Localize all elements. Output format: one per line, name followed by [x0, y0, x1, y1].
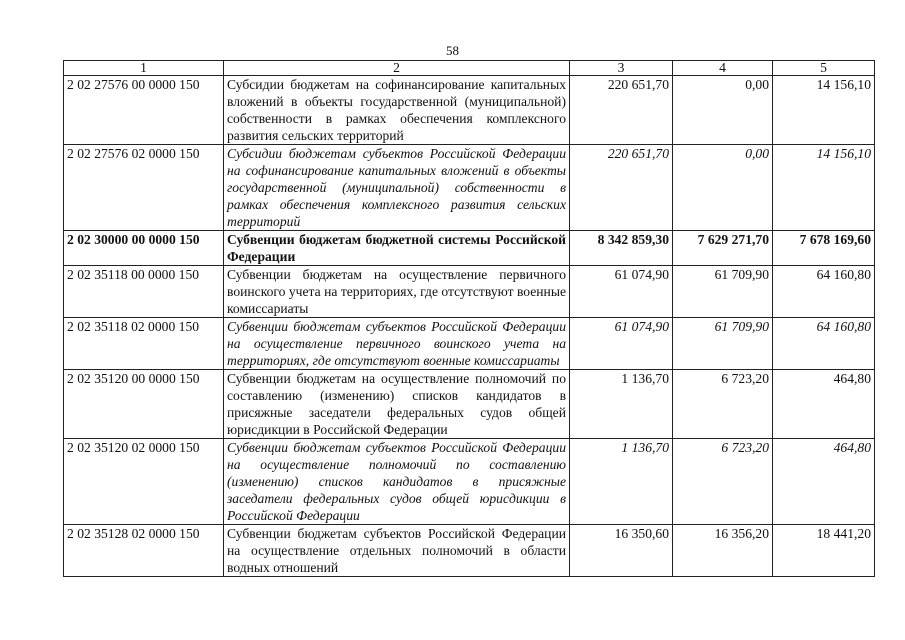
value-col-5: 464,80: [773, 370, 875, 439]
table-row: [64, 525, 875, 577]
table-row: [64, 439, 875, 525]
table-row: [64, 266, 875, 318]
value-col-4: 61 709,90: [673, 318, 773, 370]
budget-code: 2 02 27576 02 0000 150: [64, 145, 224, 231]
page-number: 58: [446, 43, 459, 58]
table-header-row: [64, 61, 875, 76]
value-col-3: 61 074,90: [570, 266, 673, 318]
table-row: [64, 318, 875, 370]
value-col-3: 1 136,70: [570, 439, 673, 525]
value-col-4: 61 709,90: [673, 266, 773, 318]
table-row: [64, 231, 875, 266]
value-col-3: 220 651,70: [570, 145, 673, 231]
budget-code: 2 02 35118 00 0000 150: [64, 266, 224, 318]
value-col-4: 7 629 271,70: [673, 231, 773, 266]
budget-description: Субсидии бюджетам субъектов Российской Федерации на софинансирование капитальных вложений в объекты государственной (муниципальной) собственности в рамках обеспечения комплексного развития сельских территорий: [224, 145, 570, 231]
value-col-5: 64 160,80: [773, 266, 875, 318]
budget-description: Субвенции бюджетам на осуществление полномочий по составлению (изменению) списков кандидатов в присяжные заседатели федеральных судов общей юрисдикции в Российской Федерации: [224, 370, 570, 439]
value-col-3: 61 074,90: [570, 318, 673, 370]
budget-table: [63, 60, 875, 577]
budget-code: 2 02 35128 02 0000 150: [64, 525, 224, 577]
table-row: [64, 370, 875, 439]
column-header-1: 1: [64, 61, 224, 76]
value-col-4: 0,00: [673, 145, 773, 231]
budget-code: 2 02 35120 02 0000 150: [64, 439, 224, 525]
table-row: [64, 76, 875, 145]
column-header-5: 5: [773, 61, 875, 76]
value-col-5: 18 441,20: [773, 525, 875, 577]
value-col-3: 1 136,70: [570, 370, 673, 439]
value-col-4: 0,00: [673, 76, 773, 145]
value-col-3: 220 651,70: [570, 76, 673, 145]
table-row: [64, 145, 875, 231]
column-header-4: 4: [673, 61, 773, 76]
value-col-4: 6 723,20: [673, 370, 773, 439]
budget-code: 2 02 35120 00 0000 150: [64, 370, 224, 439]
value-col-3: 16 350,60: [570, 525, 673, 577]
budget-code: 2 02 35118 02 0000 150: [64, 318, 224, 370]
budget-description: Субвенции бюджетам бюджетной системы Российской Федерации: [224, 231, 570, 266]
table-body: [64, 76, 875, 577]
value-col-5: 14 156,10: [773, 145, 875, 231]
value-col-4: 6 723,20: [673, 439, 773, 525]
value-col-4: 16 356,20: [673, 525, 773, 577]
value-col-5: 7 678 169,60: [773, 231, 875, 266]
value-col-3: 8 342 859,30: [570, 231, 673, 266]
budget-description: Субвенции бюджетам субъектов Российской Федерации на осуществление первичного воинского учета на территориях, где отсутствуют военные комиссариаты: [224, 318, 570, 370]
budget-description: Субсидии бюджетам на софинансирование капитальных вложений в объекты государственной (муниципальной) собственности в рамках обеспечения комплексного развития сельских территорий: [224, 76, 570, 145]
value-col-5: 64 160,80: [773, 318, 875, 370]
budget-code: 2 02 30000 00 0000 150: [64, 231, 224, 266]
column-header-3: 3: [570, 61, 673, 76]
value-col-5: 14 156,10: [773, 76, 875, 145]
budget-code: 2 02 27576 00 0000 150: [64, 76, 224, 145]
value-col-5: 464,80: [773, 439, 875, 525]
budget-description: Субвенции бюджетам субъектов Российской Федерации на осуществление полномочий по составлению (изменению) списков кандидатов в присяжные заседатели федеральных судов общей юрисдикции в Российской Федерации: [224, 439, 570, 525]
column-header-2: 2: [224, 61, 570, 76]
budget-description: Субвенции бюджетам на осуществление первичного воинского учета на территориях, где отсутствуют военные комиссариаты: [224, 266, 570, 318]
budget-description: Субвенции бюджетам субъектов Российской Федерации на осуществление отдельных полномочий в области водных отношений: [224, 525, 570, 577]
